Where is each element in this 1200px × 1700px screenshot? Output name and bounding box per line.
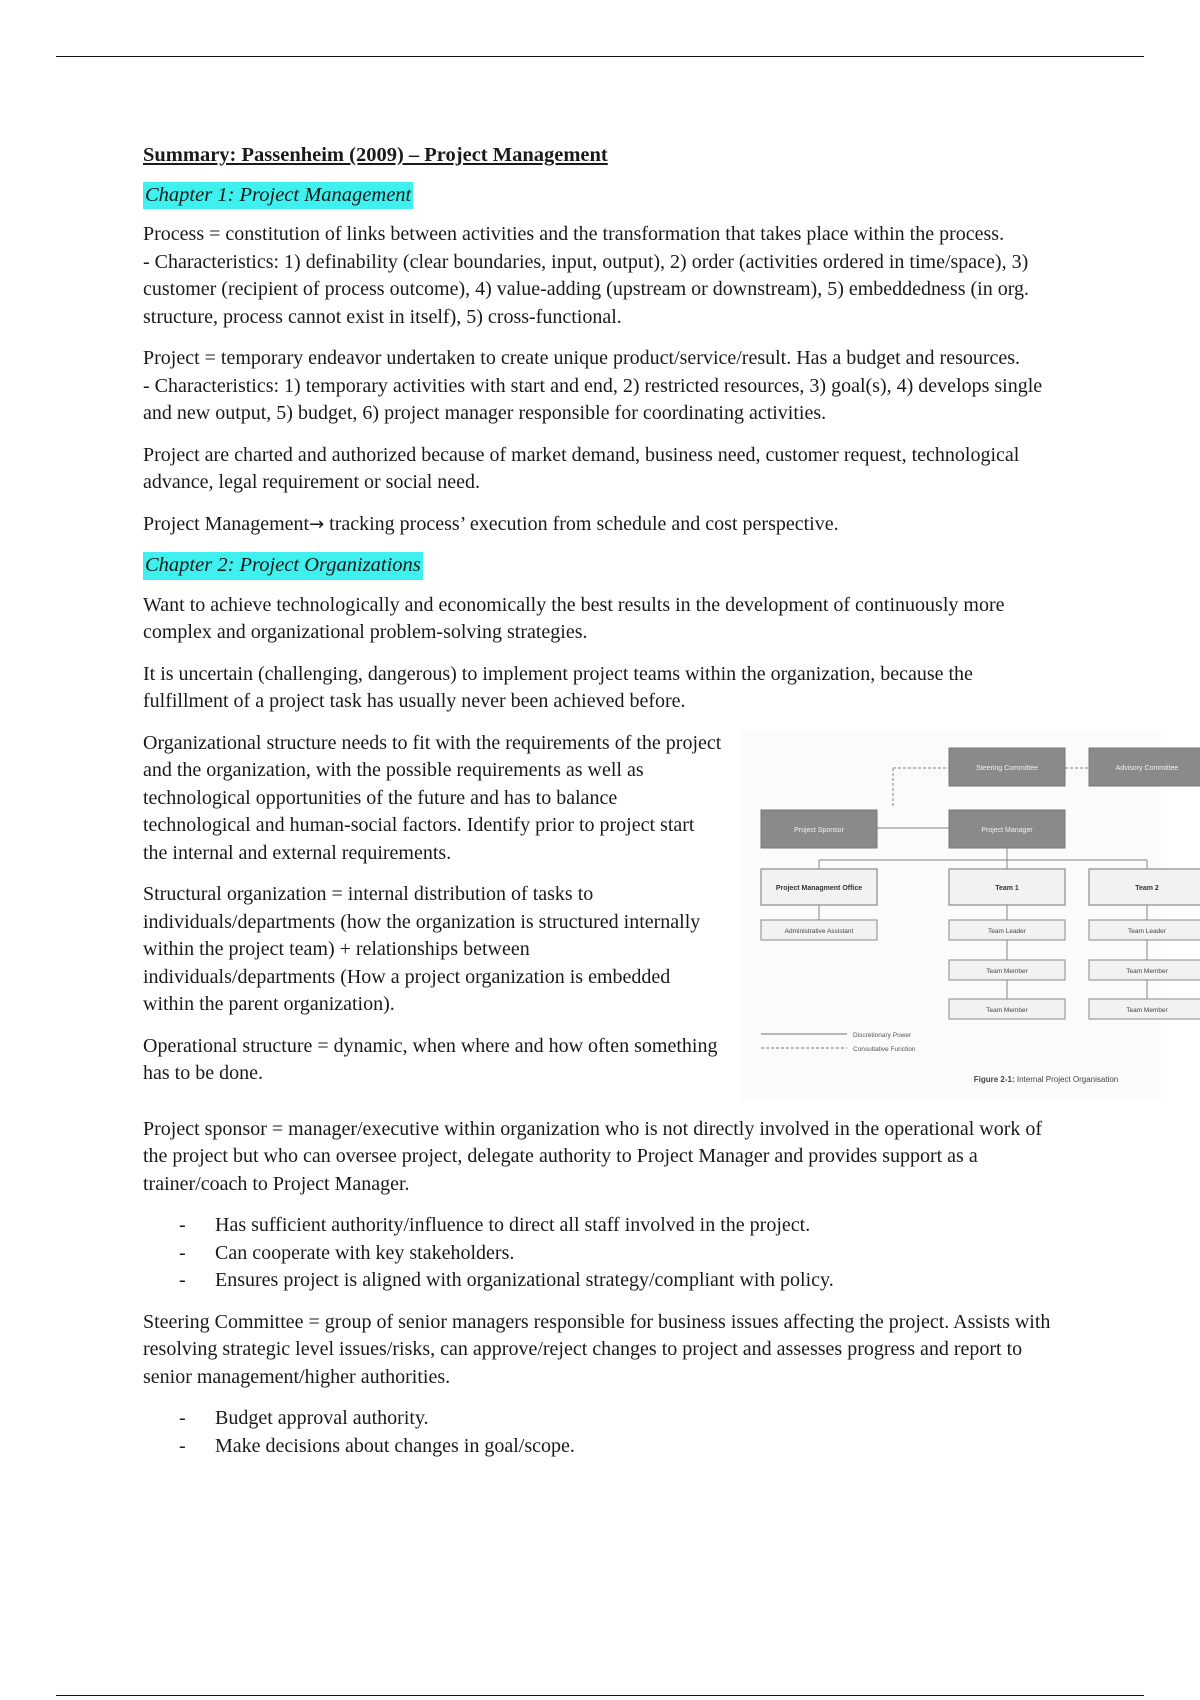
team2-member-a-box [1089,960,1200,980]
process-characteristics: - Characteristics: 1) definability (clear boundaries, input, output), 2) order (activities ordered in time/space), 3) customer (recipient of process outcome), 4) value-adding (upstream or downstream), 5) embeddedness (in org. structure, process cannot exist in itself), 5) cross-functional. [143,250,1030,328]
dash-bullet: - [179,1214,186,1236]
team1-member-b-box [949,999,1065,1019]
team2-leader-box [1089,920,1200,940]
team2-member-b-box [1089,999,1200,1019]
operational-structure-paragraph: Operational structure = dynamic, when where and how often something has to be done. [143,1034,718,1084]
dash-bullet: - [179,1434,186,1457]
legend-solid-label: Discretionary Power [853,1031,912,1039]
team1-member-a-box [949,960,1065,980]
figure-caption-text: Internal Project Organisation [1014,1074,1119,1084]
bottom-rule [56,1695,1144,1696]
ch2-paragraph-1: Want to achieve technologically and economically the best results in the development of continuously more complex and organizational problem-solving strategies. [143,593,1005,643]
list-item-text: Has sufficient authority/influence to direct all staff involved in the project. [215,1214,811,1236]
list-item-text: Budget approval authority. [215,1407,429,1429]
list-item-text: Can cooperate with key stakeholders. [215,1241,515,1264]
team2-member-b-label: Team Member [1126,1006,1168,1014]
process-paragraph [143,221,1063,331]
project-definition: Project = temporary endeavor undertaken to create unique product/service/result. Has a budget and resources. [143,347,1021,369]
ch2-paragraph-2: It is uncertain (challenging, dangerous) to implement project teams within the organization, because the fulfillment of a project task has usually never been achieved before. [143,662,973,712]
team1-leader-box [949,920,1065,940]
list-item [143,1433,1063,1461]
pmo-box [761,869,877,905]
team1-member-a-label: Team Member [986,967,1028,975]
team1-box [949,869,1065,905]
team2-leader-label: Team Leader [1128,927,1166,935]
dash-bullet: - [179,1241,186,1264]
team1-label: Team 1 [995,884,1019,892]
team2-member-a-label: Team Member [1126,967,1168,975]
project-sponsor-paragraph: Project sponsor = manager/executive within organization who is not directly involved in the operational work of the project but who can oversee project, delegate authority to Project Manager and provides support as a trainer/coach to Project Manager. [143,1117,1043,1195]
pm-term: Project Management [143,512,310,535]
document-title: Summary: Passenheim (2009) – Project Management [143,144,608,166]
figure-caption-number: Figure 2-1: [973,1074,1015,1084]
chapter-1-heading: Chapter 1: Project Management [143,182,413,210]
admin-assistant-label: Administrative Assistant [784,927,854,935]
advisory-committee-box [1089,748,1200,786]
figure-legend [761,1032,916,1053]
charted-paragraph: Project are charted and authorized because of market demand, business need, customer request, technological advance, legal requirement or social need. [143,443,1020,493]
project-paragraph [143,345,1063,428]
team2-label: Team 2 [1135,884,1159,892]
list-item [143,1405,1063,1433]
org-structure-text [143,730,723,1088]
process-definition: Process = constitution of links between activities and the transformation that takes place within the process. [143,223,1005,245]
chapter-2-heading: Chapter 2: Project Organizations [143,552,423,580]
document-body [143,142,1179,1474]
admin-assistant-box [761,920,877,940]
org-chart-diagram [741,730,1179,1100]
org-chart-figure [741,730,1179,1100]
list-item-text: Ensures project is aligned with organizational strategy/compliant with policy. [215,1269,834,1291]
team2-box [1089,869,1200,905]
list-item [143,1267,1063,1295]
list-item [143,1212,1063,1240]
structural-organization-paragraph: Structural organization = internal distribution of tasks to individuals/departments (how the organization is structured internally within the project team) + relationships between individuals/departments (How a project organization is embedded within the parent organization). [143,883,701,1015]
legend-dashed-label: Consultative Function [853,1045,916,1053]
team1-leader-label: Team Leader [988,927,1026,935]
list-item [143,1240,1063,1268]
org-structure-paragraph: Organizational structure needs to fit with the requirements of the project and the organization, with the possible requirements as well as technological opportunities of the future and has to balance technological and human-social factors. Identify prior to project start the internal and external requirements. [143,731,722,864]
right-arrow-icon: → [309,513,325,535]
project-management-paragraph [143,511,1063,539]
steering-committee-box [949,748,1065,786]
sponsor-bullet-list [143,1212,1063,1295]
steering-committee-label: Steering Committee [976,764,1038,772]
org-structure-section [143,730,1179,1116]
advisory-committee-label: Advisory Committee [1115,764,1179,772]
pm-definition: tracking process’ execution from schedule and cost perspective. [324,512,839,535]
project-manager-label: Project Manager [981,826,1033,834]
project-manager-box [949,810,1065,848]
dash-bullet: - [179,1407,186,1429]
steering-committee-paragraph: Steering Committee = group of senior managers responsible for business issues affecting the project. Assists with resolving strategic level issues/risks, can approve/reject changes to project and assesses progress and report to senior management/higher authorities. [143,1310,1051,1388]
project-characteristics: - Characteristics: 1) temporary activities with start and end, 2) restricted resources, 3) goal(s), 4) develops single and new output, 5) budget, 6) project manager responsible for coordinating activities. [143,374,1043,424]
team1-member-b-label: Team Member [986,1006,1028,1014]
steering-bullet-list [143,1405,1063,1460]
pmo-label: Project Managment Office [775,884,863,892]
project-sponsor-box [761,810,877,848]
project-sponsor-label: Project Sponsor [794,826,844,834]
list-item-text: Make decisions about changes in goal/scope. [215,1434,575,1457]
dash-bullet: - [179,1269,186,1291]
top-rule [56,56,1144,57]
figure-caption [974,1075,1119,1084]
